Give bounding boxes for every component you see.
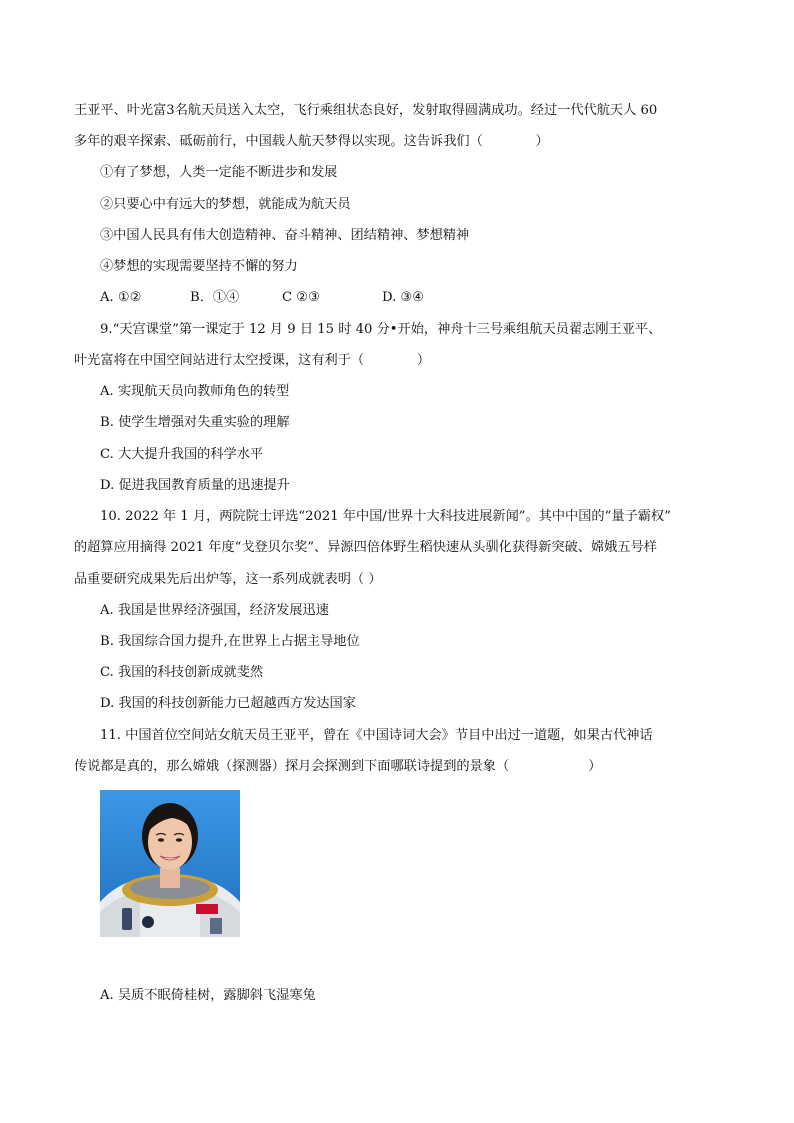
q10-text-line-3: 品重要研究成果先后出炉等，这一系列成就表明（ ） xyxy=(74,572,382,587)
q8-item-4: ④梦想的实现需要坚持不懈的努力 xyxy=(100,259,298,274)
q11-option-a: A. 吴质不眠倚桂树，露脚斜飞湿寒兔 xyxy=(100,988,316,1003)
q8-text-line-1: 王亚平、叶光富3名航天员送入太空，飞行乘组状态良好，发射取得圆满成功。经过一代代航天人 60 xyxy=(74,103,658,118)
q8-item-3: ③中国人民具有伟大创造精神、奋斗精神、团结精神、梦想精神 xyxy=(100,228,470,243)
q10-option-b: B. 我国综合国力提升,在世界上占据主导地位 xyxy=(100,634,360,649)
q8-option-c: C ②③ xyxy=(282,290,320,305)
q9-option-d: D. 促进我国教育质量的迅速提升 xyxy=(100,478,290,493)
q11-text-line-2: 传说都是真的，那么嫦娥（探测器）探月会探测到下面哪联诗提到的景象（ ） xyxy=(74,759,602,774)
astronaut-portrait-svg xyxy=(100,790,240,937)
q9-option-c: C. 大大提升我国的科学水平 xyxy=(100,447,264,462)
q8-option-a: A. ①② xyxy=(100,290,142,305)
q9-option-b: B. 使学生增强对失重实验的理解 xyxy=(100,415,290,430)
q8-option-d: D. ③④ xyxy=(382,290,425,305)
q8-text-line-2: 多年的艰辛探索、砥砺前行，中国载人航天梦得以实现。这告诉我们（ ） xyxy=(74,134,549,149)
q10-text-line-2: 的超算应用摘得 2021 年度“戈登贝尔奖”、异源四倍体野生稻快速从头驯化获得新突破、嫦娥五号样 xyxy=(74,540,657,555)
q8-item-1: ①有了梦想，人类一定能不断进步和发展 xyxy=(100,165,338,180)
q8-item-2: ②只要心中有远大的梦想，就能成为航天员 xyxy=(100,197,351,212)
q9-text-line-1: 9.“天宫课堂”第一课定于 12 月 9 日 15 时 40 分•开始，神舟十三号乘组航天员翟志刚王亚平、 xyxy=(100,322,662,337)
astronaut-portrait-image xyxy=(100,790,240,937)
q10-text-line-1: 10. 2022 年 1 月，两院院士评选“2021 年中国/世界十大科技进展新闻”。其中中国的“量子霸权” xyxy=(100,509,671,524)
q9-text-line-2: 叶光富将在中国空间站进行太空授课，这有利于（ ） xyxy=(74,353,431,368)
q8-option-b: B．①④ xyxy=(190,290,240,305)
q11-text-line-1: 11. 中国首位空间站女航天员王亚平，曾在《中国诗词大会》节目中出过一道题，如果古代神话 xyxy=(100,728,653,743)
q10-option-c: C. 我国的科技创新成就斐然 xyxy=(100,665,264,680)
q10-option-d: D. 我国的科技创新能力已超越西方发达国家 xyxy=(100,696,356,711)
q9-option-a: A. 实现航天员向教师角色的转型 xyxy=(100,384,290,399)
q8-options xyxy=(100,288,724,308)
q10-option-a: A. 我国是世界经济强国，经济发展迅速 xyxy=(100,603,329,618)
